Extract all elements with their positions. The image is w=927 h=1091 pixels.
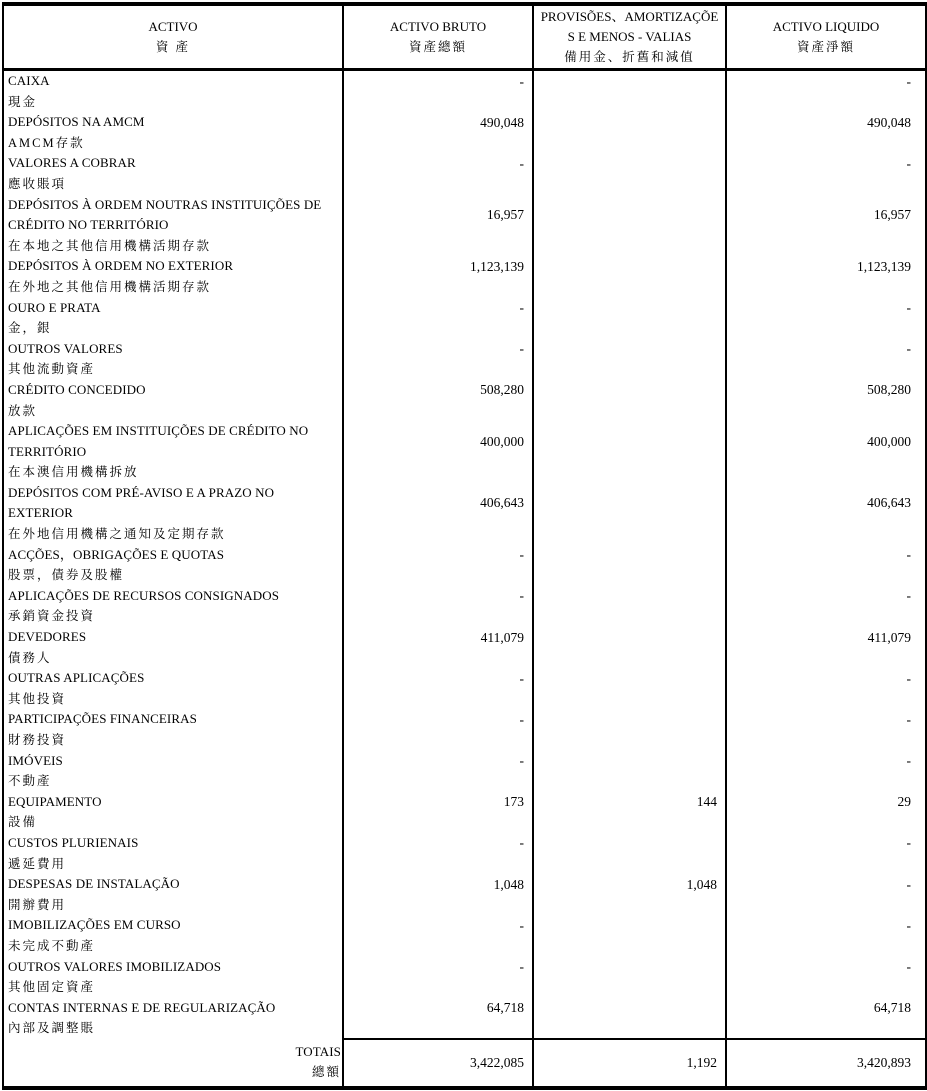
table-footer	[3, 1039, 926, 1088]
row-label-cell	[3, 70, 343, 113]
cell-liquido	[726, 112, 926, 153]
value-wrap	[727, 483, 925, 524]
cell-bruto	[343, 380, 533, 421]
row-label-cn: 其他投資	[8, 691, 67, 706]
cell-bruto	[343, 957, 533, 998]
row-label-cell	[3, 153, 343, 194]
header-row	[3, 4, 926, 70]
cell-value: 411,079	[480, 629, 524, 645]
cell-provisoes	[533, 256, 726, 297]
cell-value: 508,280	[480, 382, 524, 398]
value-wrap	[727, 627, 925, 648]
value-wrap	[534, 421, 725, 462]
table-row	[3, 709, 926, 750]
cell-value: -	[906, 73, 911, 89]
cell-provisoes	[533, 195, 726, 257]
totals-provisoes	[533, 1039, 726, 1088]
row-label-cn: 債務人	[8, 650, 52, 665]
value-wrap	[727, 298, 925, 319]
cell-provisoes	[533, 380, 726, 421]
value-wrap	[534, 112, 725, 133]
table-row	[3, 833, 926, 874]
cell-liquido	[726, 668, 926, 709]
totals-liquido-value: 3,420,893	[857, 1054, 911, 1070]
cell-value: 64,718	[486, 1000, 524, 1016]
cell-liquido	[726, 483, 926, 545]
cell-value: 490,048	[480, 114, 524, 130]
cell-value: -	[906, 959, 911, 975]
value-wrap	[534, 298, 725, 319]
table-row	[3, 70, 926, 113]
value-wrap	[727, 339, 925, 360]
cell-bruto	[343, 792, 533, 833]
value-wrap	[344, 153, 532, 174]
value-wrap	[534, 545, 725, 566]
row-label-cell	[3, 627, 343, 668]
cell-bruto	[343, 586, 533, 627]
cell-bruto	[343, 751, 533, 792]
row-label-cn: 開辦費用	[8, 897, 67, 912]
value-wrap	[344, 751, 532, 772]
value-wrap	[727, 998, 925, 1019]
header-activo-liquido-cn: 資產淨額	[796, 40, 855, 54]
row-label-cn: 內部及調整賬	[8, 1021, 96, 1036]
value-wrap	[344, 545, 532, 566]
value-wrap	[344, 380, 532, 401]
cell-value: -	[906, 155, 911, 171]
table-row	[3, 668, 926, 709]
row-label-cn: 股票，債券及股權	[8, 568, 125, 583]
value-wrap	[727, 751, 925, 772]
cell-value: -	[906, 341, 911, 357]
value-wrap	[344, 256, 532, 277]
cell-liquido	[726, 586, 926, 627]
cell-bruto	[343, 545, 533, 586]
row-label-cell	[3, 957, 343, 998]
value-wrap	[534, 586, 725, 607]
row-label-pt: OUTRAS APLICAÇÕES	[8, 670, 145, 686]
value-wrap	[344, 586, 532, 607]
value-wrap	[727, 153, 925, 174]
value-wrap	[344, 792, 532, 813]
value-wrap	[534, 833, 725, 854]
row-label-pt: DEPÓSITOS COM PRÉ-AVISO E A PRAZO NO EXTERIOR	[8, 484, 275, 521]
row-label-cell	[3, 751, 343, 792]
table-row	[3, 256, 926, 297]
cell-liquido	[726, 915, 926, 956]
row-label-cn: 財務投資	[8, 733, 67, 747]
value-wrap	[727, 833, 925, 854]
header-cell-activo-liquido	[726, 4, 926, 70]
table-row	[3, 339, 926, 380]
cell-liquido	[726, 70, 926, 113]
row-label-cell	[3, 298, 343, 339]
value-wrap	[344, 957, 532, 978]
cell-value: -	[519, 753, 524, 769]
value-wrap	[727, 668, 925, 689]
cell-provisoes	[533, 339, 726, 380]
cell-value: 1,048	[686, 876, 717, 892]
cell-value: -	[906, 917, 911, 933]
cell-value: 16,957	[486, 207, 524, 223]
row-label-pt: VALORES A COBRAR	[8, 155, 136, 171]
row-label-cell	[3, 709, 343, 750]
row-label-cn: 現金	[8, 94, 38, 109]
cell-value: 1,123,139	[470, 258, 524, 274]
value-wrap	[344, 71, 532, 92]
value-wrap	[344, 339, 532, 360]
row-label-cn: 放款	[8, 403, 38, 418]
cell-provisoes	[533, 112, 726, 153]
value-wrap	[727, 545, 925, 566]
row-label-cell	[3, 256, 343, 297]
cell-value: 29	[897, 794, 911, 810]
cell-bruto	[343, 833, 533, 874]
row-label-cell	[3, 833, 343, 874]
totals-row	[3, 1039, 926, 1088]
value-wrap	[344, 421, 532, 462]
cell-bruto	[343, 998, 533, 1039]
value-wrap	[534, 256, 725, 277]
value-wrap	[534, 792, 725, 813]
cell-provisoes	[533, 153, 726, 194]
header-activo-liquido-pt: ACTIVO LIQUIDO	[772, 19, 880, 34]
value-wrap	[534, 483, 725, 524]
value-wrap	[534, 71, 725, 92]
row-label-pt: CONTAS INTERNAS E DE REGULARIZAÇÃO	[8, 999, 276, 1015]
cell-liquido	[726, 421, 926, 483]
cell-bruto	[343, 70, 533, 113]
table-row	[3, 957, 926, 998]
row-label-cell	[3, 668, 343, 709]
cell-bruto	[343, 874, 533, 915]
header-activo-pt: ACTIVO	[148, 19, 198, 34]
row-label-cn: 金，銀	[8, 321, 52, 336]
row-label-pt: CAIXA	[8, 73, 50, 88]
value-wrap	[727, 71, 925, 92]
value-wrap	[727, 195, 925, 236]
header-provisoes-pt-line1: PROVISÕES、AMORTIZAÇÕE	[540, 9, 719, 24]
cell-value: -	[519, 73, 524, 89]
cell-value: -	[906, 876, 911, 892]
cell-value: -	[906, 300, 911, 316]
row-label-cn: 其他流動資產	[8, 362, 96, 377]
cell-value: -	[906, 547, 911, 563]
cell-liquido	[726, 627, 926, 668]
row-label-cn: 承銷資金投資	[8, 609, 96, 624]
cell-bruto	[343, 112, 533, 153]
cell-liquido	[726, 751, 926, 792]
cell-value: -	[519, 711, 524, 727]
cell-liquido	[726, 545, 926, 586]
row-label-cn: 其他固定資產	[8, 980, 96, 995]
value-wrap	[727, 421, 925, 462]
cell-provisoes	[533, 957, 726, 998]
cell-value: -	[519, 588, 524, 604]
cell-value: -	[519, 670, 524, 686]
row-label-cn: 不動產	[8, 774, 52, 789]
cell-liquido	[726, 792, 926, 833]
row-label-cell	[3, 545, 343, 586]
value-wrap	[344, 112, 532, 133]
cell-value: -	[519, 341, 524, 357]
value-wrap	[534, 998, 725, 1019]
cell-liquido	[726, 709, 926, 750]
value-wrap	[534, 874, 725, 895]
row-label-cell	[3, 195, 343, 257]
row-label-pt: OUTROS VALORES IMOBILIZADOS	[8, 958, 222, 974]
row-label-cell	[3, 998, 343, 1039]
cell-provisoes	[533, 668, 726, 709]
cell-liquido	[726, 874, 926, 915]
table-header	[3, 4, 926, 70]
value-wrap	[534, 153, 725, 174]
value-wrap	[534, 195, 725, 236]
cell-value: 411,079	[867, 629, 911, 645]
cell-value: 173	[503, 794, 524, 810]
row-label-pt: EQUIPAMENTO	[8, 793, 102, 809]
header-provisoes-cn: 備用金、折舊和減值	[564, 50, 695, 64]
cell-liquido	[726, 380, 926, 421]
value-wrap	[344, 668, 532, 689]
table-row	[3, 751, 926, 792]
value-wrap	[727, 874, 925, 895]
row-label-pt: PARTICIPAÇÕES FINANCEIRAS	[8, 711, 197, 727]
row-label-cn: 遞延費用	[8, 856, 67, 871]
cell-value: -	[519, 547, 524, 563]
cell-value: 64,718	[873, 1000, 911, 1016]
value-wrap	[534, 751, 725, 772]
cell-provisoes	[533, 874, 726, 915]
header-cell-activo	[3, 4, 343, 70]
row-label-pt: OURO E PRATA	[8, 299, 101, 315]
row-label-pt: DEPÓSITOS À ORDEM NOUTRAS INSTITUIÇÕES DE CRÉDITO NO TERRITÓRIO	[8, 196, 322, 233]
cell-bruto	[343, 668, 533, 709]
row-label-cn: 在外地信用機構之通知及定期存款	[8, 527, 226, 542]
cell-value: 490,048	[867, 114, 911, 130]
cell-provisoes	[533, 751, 726, 792]
cell-bruto	[343, 298, 533, 339]
totals-activo-bruto	[343, 1039, 533, 1088]
row-label-cell	[3, 915, 343, 956]
cell-value: -	[519, 917, 524, 933]
table-row	[3, 545, 926, 586]
cell-bruto	[343, 195, 533, 257]
cell-value: 16,957	[873, 207, 911, 223]
row-label-pt: APLICAÇÕES DE RECURSOS CONSIGNADOS	[8, 587, 280, 603]
cell-value: -	[519, 155, 524, 171]
table-row	[3, 421, 926, 483]
cell-value: 400,000	[867, 433, 911, 449]
cell-value: -	[906, 753, 911, 769]
value-wrap	[727, 380, 925, 401]
value-wrap	[344, 627, 532, 648]
value-wrap	[534, 339, 725, 360]
value-wrap	[344, 998, 532, 1019]
cell-provisoes	[533, 70, 726, 113]
row-label-pt: IMOBILIZAÇÕES EM CURSO	[8, 917, 181, 933]
cell-bruto	[343, 627, 533, 668]
row-label-cn: 在本澳信用機構拆放	[8, 465, 139, 480]
table-row	[3, 627, 926, 668]
value-wrap	[727, 586, 925, 607]
table-row	[3, 380, 926, 421]
value-wrap	[344, 298, 532, 319]
cell-liquido	[726, 339, 926, 380]
cell-provisoes	[533, 833, 726, 874]
cell-value: 406,643	[480, 495, 524, 511]
table-row	[3, 998, 926, 1039]
value-wrap	[534, 380, 725, 401]
totals-activo-liquido	[726, 1039, 926, 1088]
value-wrap	[727, 915, 925, 936]
cell-liquido	[726, 153, 926, 194]
row-label-cn: 在本地之其他信用機構活期存款	[8, 238, 212, 253]
cell-value: -	[906, 835, 911, 851]
cell-liquido	[726, 298, 926, 339]
cell-value: -	[519, 835, 524, 851]
value-wrap	[534, 957, 725, 978]
row-label-cell	[3, 339, 343, 380]
cell-value: 1,123,139	[857, 258, 911, 274]
cell-provisoes	[533, 483, 726, 545]
row-label-pt: ACÇÕES，OBRIGAÇÕES E QUOTAS	[8, 546, 225, 562]
cell-liquido	[726, 957, 926, 998]
cell-bruto	[343, 483, 533, 545]
cell-bruto	[343, 709, 533, 750]
cell-value: 144	[696, 794, 717, 810]
cell-bruto	[343, 256, 533, 297]
cell-provisoes	[533, 998, 726, 1039]
row-label-cell	[3, 112, 343, 153]
header-activo-cn: 資 產	[155, 40, 191, 54]
value-wrap	[727, 709, 925, 730]
value-wrap	[344, 483, 532, 524]
row-label-pt: CRÉDITO CONCEDIDO	[8, 381, 146, 397]
cell-liquido	[726, 195, 926, 257]
row-label-cell	[3, 586, 343, 627]
table-row	[3, 874, 926, 915]
row-label-pt: IMÓVEIS	[8, 752, 63, 768]
row-label-pt: DESPESAS DE INSTALAÇÃO	[8, 876, 180, 892]
cell-value: -	[519, 959, 524, 975]
value-wrap	[344, 195, 532, 236]
value-wrap	[344, 833, 532, 854]
cell-provisoes	[533, 298, 726, 339]
cell-value: -	[519, 300, 524, 316]
cell-value: 406,643	[867, 495, 911, 511]
row-label-pt: APLICAÇÕES EM INSTITUIÇÕES DE CRÉDITO NO TERRITÓRIO	[8, 423, 309, 459]
value-wrap	[727, 792, 925, 813]
table-row	[3, 586, 926, 627]
table-body	[3, 70, 926, 1039]
cell-value: 508,280	[867, 382, 911, 398]
table-row	[3, 483, 926, 545]
balance-sheet-table	[2, 2, 927, 1090]
value-wrap	[534, 709, 725, 730]
cell-provisoes	[533, 627, 726, 668]
row-label-pt: OUTROS VALORES	[8, 340, 123, 356]
cell-liquido	[726, 998, 926, 1039]
value-wrap	[727, 957, 925, 978]
value-wrap	[534, 627, 725, 648]
row-label-pt: DEPÓSITOS NA AMCM	[8, 114, 145, 130]
cell-liquido	[726, 833, 926, 874]
table-row	[3, 195, 926, 257]
row-label-cell	[3, 421, 343, 483]
cell-provisoes	[533, 545, 726, 586]
cell-value: 400,000	[480, 433, 524, 449]
value-wrap	[727, 112, 925, 133]
value-wrap	[344, 709, 532, 730]
value-wrap	[344, 915, 532, 936]
row-label-cn: 未完成不動產	[8, 938, 96, 953]
cell-bruto	[343, 915, 533, 956]
row-label-cell	[3, 792, 343, 833]
row-label-cn: 在外地之其他信用機構活期存款	[8, 279, 212, 294]
row-label-cn: AMCM存款	[8, 135, 85, 150]
totals-label-cn: 總額	[311, 1065, 341, 1080]
value-wrap	[534, 668, 725, 689]
value-wrap	[534, 915, 725, 936]
table-row	[3, 153, 926, 194]
totals-label-pt: TOTAIS	[295, 1044, 341, 1060]
value-wrap	[727, 256, 925, 277]
cell-bruto	[343, 339, 533, 380]
cell-value: 1,048	[493, 876, 524, 892]
row-label-cell	[3, 874, 343, 915]
cell-value: -	[906, 711, 911, 727]
cell-provisoes	[533, 792, 726, 833]
cell-provisoes	[533, 586, 726, 627]
totals-bruto-value: 3,422,085	[470, 1054, 524, 1070]
header-provisoes-pt-line2: S E MENOS - VALIAS	[567, 29, 692, 44]
cell-provisoes	[533, 915, 726, 956]
cell-bruto	[343, 153, 533, 194]
header-cell-activo-bruto	[343, 4, 533, 70]
cell-provisoes	[533, 709, 726, 750]
header-cell-provisoes	[533, 4, 726, 70]
totals-label-cell	[3, 1039, 343, 1088]
row-label-pt: CUSTOS PLURIENAIS	[8, 834, 139, 850]
row-label-cn: 設備	[8, 815, 38, 830]
totals-provisoes-value: 1,192	[686, 1054, 717, 1070]
cell-value: -	[906, 670, 911, 686]
header-activo-bruto-cn: 資產總額	[408, 40, 467, 54]
table-row	[3, 792, 926, 833]
row-label-cn: 應收賬項	[8, 176, 67, 191]
value-wrap	[344, 874, 532, 895]
row-label-cell	[3, 483, 343, 545]
cell-bruto	[343, 421, 533, 483]
table-row	[3, 298, 926, 339]
cell-provisoes	[533, 421, 726, 483]
header-activo-bruto-pt: ACTIVO BRUTO	[389, 19, 487, 34]
table-row	[3, 915, 926, 956]
row-label-pt: DEPÓSITOS À ORDEM NO EXTERIOR	[8, 258, 234, 274]
cell-liquido	[726, 256, 926, 297]
cell-value: -	[906, 588, 911, 604]
row-label-pt: DEVEDORES	[8, 629, 87, 645]
row-label-cell	[3, 380, 343, 421]
table-row	[3, 112, 926, 153]
